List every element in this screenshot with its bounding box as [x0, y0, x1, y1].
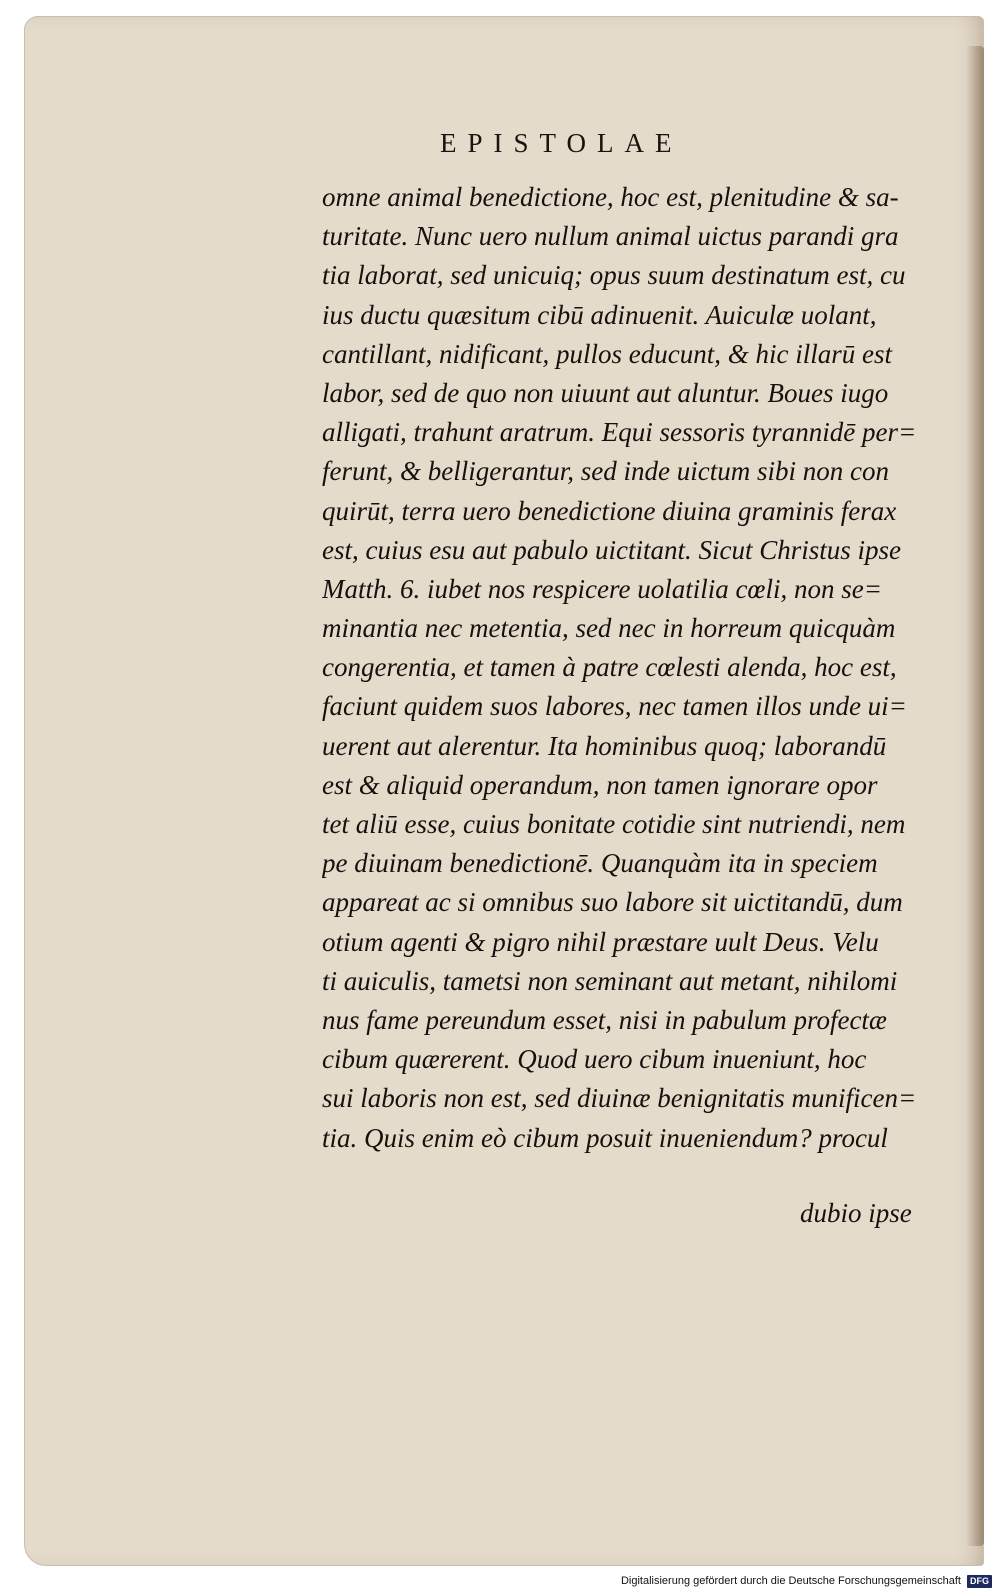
body-text — [322, 178, 948, 1158]
running-head: EPISTOLAE — [440, 128, 683, 158]
text-line: minantia nec metentia, sed nec in horreum quicquàm — [322, 613, 896, 644]
text-line: cibum quærerent. Quod uero cibum inueniunt, hoc — [322, 1044, 867, 1075]
text-line: faciunt quidem suos labores, nec tamen illos unde ui= — [322, 691, 907, 722]
text-line: tet aliū esse, cuius bonitate cotidie sint nutriendi, nem — [322, 809, 906, 839]
text-line: alligati, trahunt aratrum. Equi sessoris tyrannidē per= — [322, 417, 917, 448]
text-line: labor, sed de quo non uiuunt aut aluntur. Boues iugo — [322, 377, 889, 408]
text-line: omne animal benedictione, hoc est, plenitudine & sa- — [322, 182, 899, 212]
text-line: nus fame pereundum esset, nisi in pabulum profectæ — [322, 1004, 887, 1035]
text-line: pe diuinam benedictionē. Quanquàm ita in speciem — [322, 848, 878, 879]
text-line: ferunt, & belligerantur, sed inde uictum sibi non con — [322, 456, 889, 487]
text-line: tia laborat, sed unicuiq; opus suum destinatum est, cu — [322, 260, 906, 291]
digitization-credit — [621, 1572, 992, 1590]
text-line: est, cuius esu aut pabulo uictitant. Sicut Christus ipse — [322, 534, 901, 565]
text-line: congerentia, et tamen à patre cœlesti alenda, hoc est, — [322, 652, 897, 683]
text-line: appareat ac si omnibus suo labore sit uictitandū, dum — [322, 887, 903, 918]
text-line: Matth. 6. iubet nos respicere uolatilia cœli, non se= — [322, 573, 882, 604]
text-line: uerent aut alerentur. Ita hominibus quoq; laborandū — [322, 730, 887, 761]
text-line: otium agenti & pigro nihil præstare uult Deus. Velu — [322, 926, 879, 957]
text-line: ius ductu quæsitum cibū adinuenit. Auiculæ uolant, — [322, 299, 877, 330]
text-line: est & aliquid operandum, non tamen ignorare opor — [322, 769, 878, 800]
text-line: quirūt, terra uero benedictione diuina graminis ferax — [322, 495, 897, 526]
page-edge-shadow — [966, 46, 984, 1546]
text-line: tia. Quis enim eò cibum posuit inueniendum? procul — [322, 1122, 888, 1153]
text-line: ti auiculis, tametsi non seminant aut metant, nihilomi — [322, 965, 898, 996]
dfg-logo: DFG — [967, 1575, 992, 1588]
text-line: turitate. Nunc uero nullum animal uictus parandi gra — [322, 221, 899, 252]
credit-text: Digitalisierung gefördert durch die Deutsche Forschungsgemeinschaft — [620, 1575, 961, 1587]
catchword: dubio ipse — [800, 1198, 912, 1228]
text-line: cantillant, nidificant, pullos educunt, & hic illarū est — [322, 338, 892, 369]
text-line: sui laboris non est, sed diuinæ benignitatis munificen= — [322, 1083, 917, 1114]
